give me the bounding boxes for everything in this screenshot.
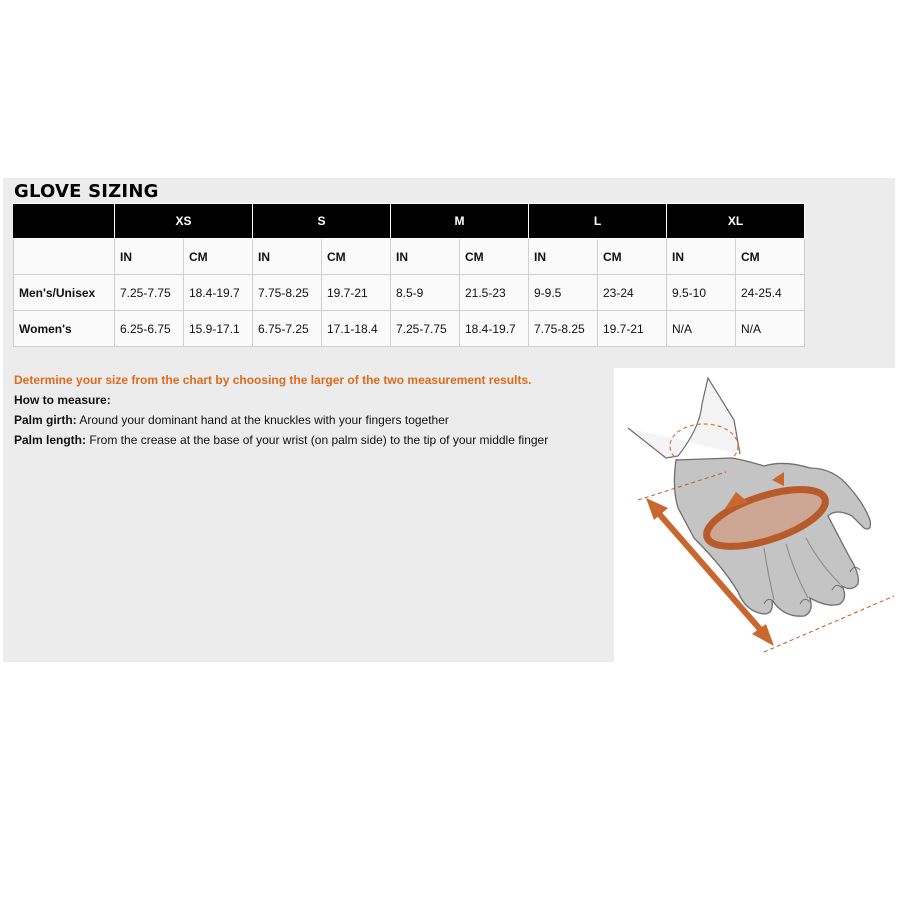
table-cell: 19.7-21: [598, 311, 667, 347]
unit-in: IN: [667, 239, 736, 275]
table-cell: 23-24: [598, 275, 667, 311]
row-label: Women's: [14, 311, 115, 347]
unit-in: IN: [115, 239, 184, 275]
table-cell: 7.25-7.75: [115, 275, 184, 311]
table-cell: N/A: [736, 311, 805, 347]
size-chart-table: [13, 203, 805, 347]
palm-length-text: From the crease at the base of your wrist (on palm side) to the tip of your middle finger: [86, 433, 549, 447]
table-cell: 6.75-7.25: [253, 311, 322, 347]
palm-length-label: Palm length:: [14, 433, 87, 447]
palm-length-line: [14, 430, 548, 450]
table-cell: 18.4-19.7: [184, 275, 253, 311]
unit-row: [14, 239, 805, 275]
measure-instructions: [14, 370, 548, 450]
size-header-s: S: [253, 204, 391, 239]
hand-illustration: [614, 368, 895, 662]
table-cell: 7.75-8.25: [253, 275, 322, 311]
table-cell: 7.75-8.25: [529, 311, 598, 347]
palm-girth-label: Palm girth:: [14, 413, 77, 427]
table-cell: 21.5-23: [460, 275, 529, 311]
table-cell: 24-25.4: [736, 275, 805, 311]
hand-measurement-icon: [614, 368, 895, 662]
size-header-l: L: [529, 204, 667, 239]
unit-cm: CM: [460, 239, 529, 275]
table-row-womens: [14, 311, 805, 347]
table-cell: 9-9.5: [529, 275, 598, 311]
unit-in: IN: [529, 239, 598, 275]
header-blank-cell: [14, 204, 115, 239]
table-cell: 9.5-10: [667, 275, 736, 311]
size-note: Determine your size from the chart by choosing the larger of the two measurement results.: [14, 373, 532, 387]
table-cell: 15.9-17.1: [184, 311, 253, 347]
how-to-heading: How to measure:: [14, 393, 111, 407]
table-cell: 8.5-9: [391, 275, 460, 311]
size-header-xl: XL: [667, 204, 805, 239]
table-cell: 17.1-18.4: [322, 311, 391, 347]
unit-in: IN: [391, 239, 460, 275]
palm-girth-line: [14, 410, 548, 430]
row-label: Men's/Unisex: [14, 275, 115, 311]
table-cell: 7.25-7.75: [391, 311, 460, 347]
unit-cm: CM: [598, 239, 667, 275]
unit-cm: CM: [736, 239, 805, 275]
unit-blank-cell: [14, 239, 115, 275]
table-cell: 18.4-19.7: [460, 311, 529, 347]
palm-girth-text: Around your dominant hand at the knuckles with your fingers together: [76, 413, 449, 427]
table-cell: 6.25-6.75: [115, 311, 184, 347]
table-cell: N/A: [667, 311, 736, 347]
unit-in: IN: [253, 239, 322, 275]
size-header-m: M: [391, 204, 529, 239]
unit-cm: CM: [322, 239, 391, 275]
size-header-row: [14, 204, 805, 239]
table-cell: 19.7-21: [322, 275, 391, 311]
size-header-xs: XS: [115, 204, 253, 239]
page-title: GLOVE SIZING: [14, 181, 159, 202]
unit-cm: CM: [184, 239, 253, 275]
table-row-mens: [14, 275, 805, 311]
